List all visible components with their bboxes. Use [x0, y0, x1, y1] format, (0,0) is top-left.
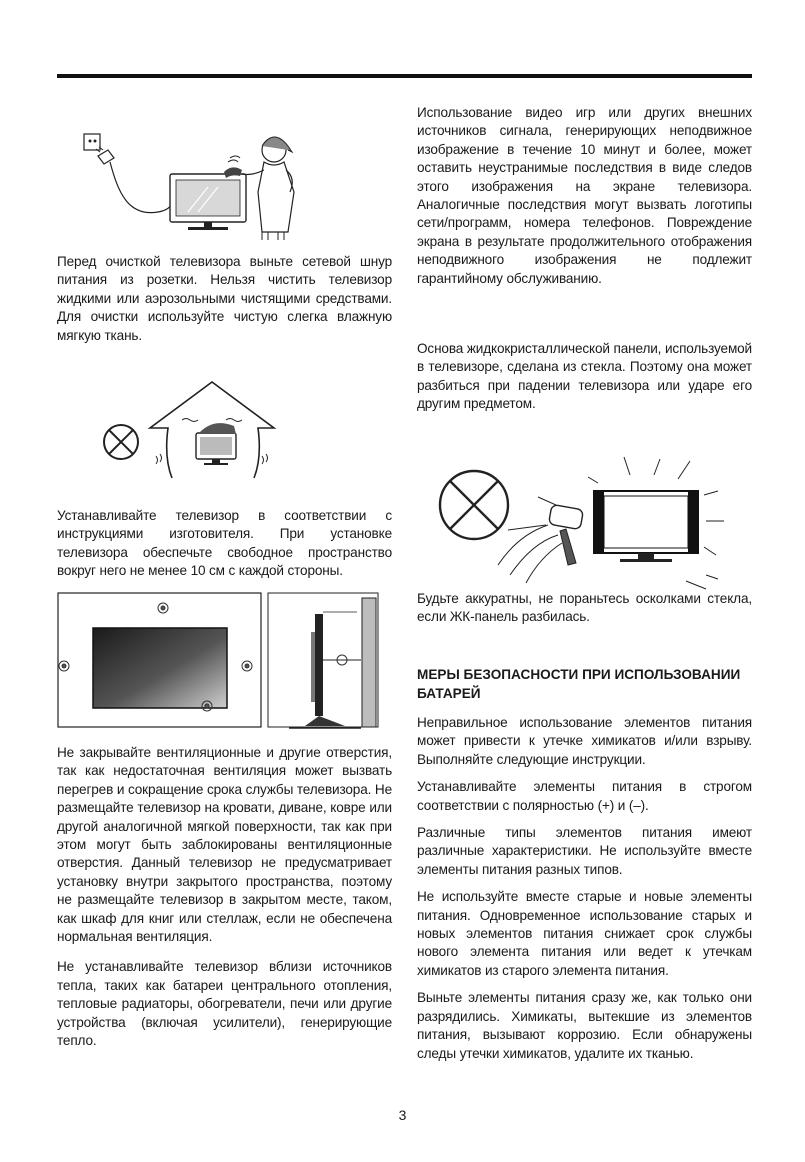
cleaning-paragraph: Перед очисткой телевизора выньте сетевой шнур питания из розетки. Нельзя чистить телевизор жидкими или аэрозольными чистящими средствами. Для очистки используйте чистую слегка влажную мягкую ткань. [57, 254, 392, 343]
battery-types-paragraph: Различные типы элементов питания имеют различные характеристики. Не используйте вместе элементы питания разных типов. [417, 825, 752, 877]
top-rule [57, 74, 752, 78]
heat-source-paragraph: Не устанавливайте телевизор вблизи источников тепла, таких как батареи центрального отопления, тепловые радиаторы, обогреватели, печи или другие устройства (включая усилители), генерирующие тепло. [57, 959, 392, 1049]
installation-paragraph: Устанавливайте телевизор в соответствии с инструкциями изготовителя. При установке телевизора обеспечьте свободное пространство вокруг него не менее 10 см с каждой стороны. [57, 508, 392, 579]
page-number: 3 [398, 1107, 407, 1123]
glass-panel-paragraph: Основа жидкокристаллической панели, используемой в телевизоре, сделана из стекла. Поэтому она может разбиться при падении телевизора или ударе его другим предметом. [417, 341, 752, 412]
cleaning-drawing [78, 122, 308, 240]
battery-old-new-paragraph: Не используйте вместе старые и новые элементы питания. Одновременное использование старых и новых элементов питания снижает срок службы нового элемента питания или ведет к утечкам химикатов из старого элемента питания. [417, 889, 752, 978]
ventilation-paragraph: Не закрывайте вентиляционные и другие отверстия, так как недостаточная вентиляция может вызвать перегрев и сокращение срока службы телевизора. Не размещайте телевизор на кровати, диване, ковре или другой аналогичной мягкой поверхности, так как при этом могут быть заблокированы вентиляционные отверстия. Данный телевизор не предусматривает установку внутри закрытого пространства, поэтому не размещайте телевизор в закрытом месте, таком, как шкаф для книг или стеллаж, если не обеспечена нормальная вентиляция. [57, 745, 392, 945]
clearance-drawing [57, 592, 382, 732]
battery-remove-paragraph: Выньте элементы питания сразу же, как только они разрядились. Химикаты, вытекшие из элементов питания, вызывают коррозию. Если обнаружены следы утечки химикатов, удалите их тканью. [417, 990, 752, 1061]
enclosure-illustration [100, 378, 285, 480]
prohibition-icon [440, 471, 508, 539]
clearance-illustration [57, 592, 382, 732]
broken-glass-paragraph: Будьте аккуратны, не пораньтесь осколками стекла, если ЖК-панель разбилась. [417, 591, 752, 625]
prohibition-icon [104, 425, 138, 459]
battery-safety-heading: МЕРЫ БЕЗОПАСНОСТИ ПРИ ИСПОЛЬЗОВАНИИ БАТАРЕЙ [417, 667, 741, 701]
still-image-paragraph: Использование видео игр или других внешних источников сигнала, генерирующих неподвижное изображение в течение 10 минут и более, может оставить неустранимые последствия в виде следов этого изображения на экране телевизора. Аналогичные последствия могут вызвать логотипы сети/программ, номера телефонов. Повреждение экрана в результате продолжительного отображения неподвижного изображения не подлежит гарантийному обслуживанию. [417, 105, 752, 286]
cleaning-illustration [78, 122, 308, 240]
enclosure-drawing [100, 378, 285, 480]
battery-polarity-paragraph: Устанавливайте элементы питания в строгом соответствии с полярностью (+) и (–). [417, 779, 752, 813]
hammer-icon [549, 504, 584, 565]
broken-screen-illustration [438, 455, 728, 590]
broken-screen-drawing [438, 455, 728, 590]
battery-misuse-paragraph: Неправильное использование элементов питания может привести к утечке химикатов и/или взрыву. Выполняйте следующие инструкции. [417, 715, 752, 767]
